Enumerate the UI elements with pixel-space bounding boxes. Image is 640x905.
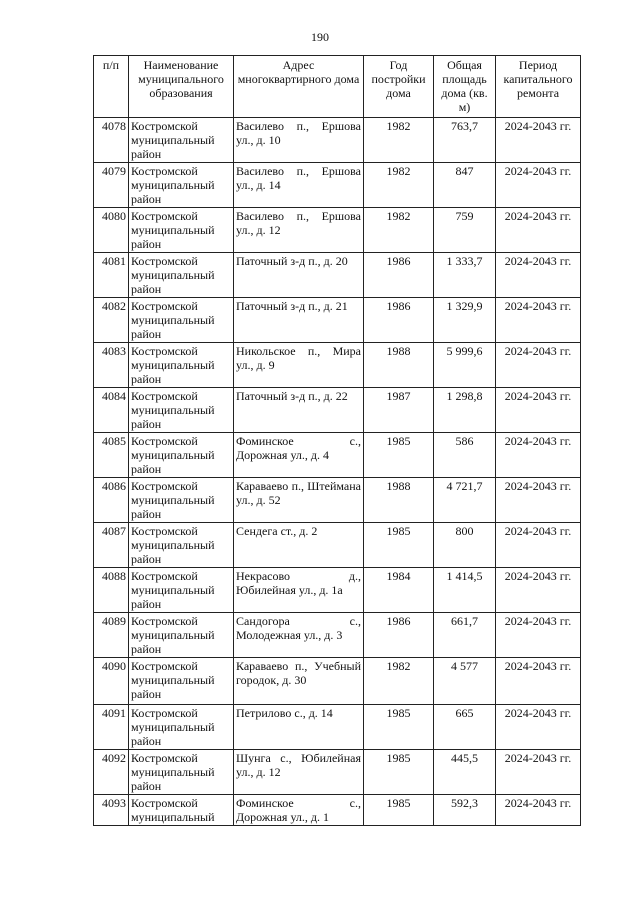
cell-area: 661,7	[434, 613, 496, 658]
cell-year: 1985	[364, 795, 434, 826]
header-municipality: Наименование муниципального образования	[129, 56, 234, 118]
table-row	[94, 163, 581, 208]
cell-period: 2024-2043 гг.	[496, 433, 581, 478]
cell-address: Василево п., Ершова ул., д. 14	[234, 163, 364, 208]
cell-year: 1988	[364, 343, 434, 388]
cell-municipality: Костромской муниципальный район	[129, 253, 234, 298]
cell-period: 2024-2043 гг.	[496, 750, 581, 795]
cell-num: 4079	[94, 163, 129, 208]
cell-year: 1985	[364, 750, 434, 795]
cell-address: Василево п., Ершова ул., д. 12	[234, 208, 364, 253]
cell-address: Караваево п., Штеймана ул., д. 52	[234, 478, 364, 523]
cell-year: 1986	[364, 298, 434, 343]
cell-num: 4082	[94, 298, 129, 343]
cell-period: 2024-2043 гг.	[496, 118, 581, 163]
cell-municipality: Костромской муниципальный	[129, 795, 234, 826]
table-row	[94, 208, 581, 253]
cell-period: 2024-2043 гг.	[496, 253, 581, 298]
cell-period: 2024-2043 гг.	[496, 523, 581, 568]
cell-municipality: Костромской муниципальный район	[129, 388, 234, 433]
cell-area: 1 298,8	[434, 388, 496, 433]
table-row	[94, 298, 581, 343]
cell-area: 445,5	[434, 750, 496, 795]
cell-year: 1982	[364, 658, 434, 705]
cell-year: 1988	[364, 478, 434, 523]
page-number: 190	[311, 30, 329, 44]
cell-period: 2024-2043 гг.	[496, 613, 581, 658]
cell-area: 1 414,5	[434, 568, 496, 613]
cell-period: 2024-2043 гг.	[496, 705, 581, 750]
table-row	[94, 750, 581, 795]
cell-address: Никольское п., Мира ул., д. 9	[234, 343, 364, 388]
cell-year: 1985	[364, 705, 434, 750]
cell-year: 1985	[364, 523, 434, 568]
cell-period: 2024-2043 гг.	[496, 658, 581, 705]
cell-year: 1987	[364, 388, 434, 433]
cell-num: 4093	[94, 795, 129, 826]
cell-address: Фоминское с., Дорожная ул., д. 4	[234, 433, 364, 478]
cell-period: 2024-2043 гг.	[496, 343, 581, 388]
header-year: Год постройки дома	[364, 56, 434, 118]
cell-address: Петрилово с., д. 14	[234, 705, 364, 750]
cell-municipality: Костромской муниципальный район	[129, 523, 234, 568]
cell-area: 4 577	[434, 658, 496, 705]
header-num: п/п	[94, 56, 129, 118]
cell-area: 592,3	[434, 795, 496, 826]
table-header-row	[94, 56, 581, 118]
cell-municipality: Костромской муниципальный район	[129, 433, 234, 478]
cell-period: 2024-2043 гг.	[496, 208, 581, 253]
cell-area: 665	[434, 705, 496, 750]
cell-municipality: Костромской муниципальный район	[129, 705, 234, 750]
cell-area: 800	[434, 523, 496, 568]
cell-area: 586	[434, 433, 496, 478]
cell-num: 4087	[94, 523, 129, 568]
cell-area: 1 329,9	[434, 298, 496, 343]
cell-num: 4092	[94, 750, 129, 795]
cell-address: Сандогора с., Молодежная ул., д. 3	[234, 613, 364, 658]
cell-num: 4085	[94, 433, 129, 478]
cell-num: 4080	[94, 208, 129, 253]
cell-num: 4089	[94, 613, 129, 658]
cell-address: Караваево п., Учебный городок, д. 30	[234, 658, 364, 705]
cell-address: Некрасово д., Юбилейная ул., д. 1а	[234, 568, 364, 613]
cell-period: 2024-2043 гг.	[496, 388, 581, 433]
cell-municipality: Костромской муниципальный район	[129, 478, 234, 523]
cell-area: 847	[434, 163, 496, 208]
cell-num: 4088	[94, 568, 129, 613]
cell-address: Паточный з-д п., д. 21	[234, 298, 364, 343]
cell-period: 2024-2043 гг.	[496, 795, 581, 826]
cell-area: 1 333,7	[434, 253, 496, 298]
cell-municipality: Костромской муниципальный район	[129, 568, 234, 613]
cell-num: 4081	[94, 253, 129, 298]
housing-register-table	[93, 55, 581, 826]
cell-address: Паточный з-д п., д. 20	[234, 253, 364, 298]
cell-area: 5 999,6	[434, 343, 496, 388]
cell-year: 1982	[364, 208, 434, 253]
cell-period: 2024-2043 гг.	[496, 478, 581, 523]
table-row	[94, 478, 581, 523]
cell-num: 4091	[94, 705, 129, 750]
header-period: Период капитального ремонта	[496, 56, 581, 118]
cell-year: 1986	[364, 613, 434, 658]
table-row	[94, 388, 581, 433]
cell-period: 2024-2043 гг.	[496, 298, 581, 343]
cell-municipality: Костромской муниципальный район	[129, 613, 234, 658]
cell-address: Шунга с., Юбилейная ул., д. 12	[234, 750, 364, 795]
table-row	[94, 705, 581, 750]
cell-municipality: Костромской муниципальный район	[129, 163, 234, 208]
cell-municipality: Костромской муниципальный район	[129, 343, 234, 388]
cell-area: 4 721,7	[434, 478, 496, 523]
cell-municipality: Костромской муниципальный район	[129, 658, 234, 705]
cell-address: Фоминское с., Дорожная ул., д. 1	[234, 795, 364, 826]
cell-area: 759	[434, 208, 496, 253]
cell-year: 1985	[364, 433, 434, 478]
table-row	[94, 523, 581, 568]
table-row	[94, 433, 581, 478]
cell-period: 2024-2043 гг.	[496, 568, 581, 613]
cell-num: 4078	[94, 118, 129, 163]
cell-area: 763,7	[434, 118, 496, 163]
cell-municipality: Костромской муниципальный район	[129, 118, 234, 163]
table-row	[94, 118, 581, 163]
table-row	[94, 613, 581, 658]
cell-municipality: Костромской муниципальный район	[129, 208, 234, 253]
table-row	[94, 343, 581, 388]
header-address: Адрес многоквартирного дома	[234, 56, 364, 118]
cell-municipality: Костромской муниципальный район	[129, 298, 234, 343]
table-row	[94, 253, 581, 298]
cell-num: 4083	[94, 343, 129, 388]
cell-year: 1982	[364, 118, 434, 163]
table-row	[94, 568, 581, 613]
cell-address: Василево п., Ершова ул., д. 10	[234, 118, 364, 163]
cell-address: Сендега ст., д. 2	[234, 523, 364, 568]
cell-period: 2024-2043 гг.	[496, 163, 581, 208]
cell-year: 1986	[364, 253, 434, 298]
cell-year: 1984	[364, 568, 434, 613]
cell-year: 1982	[364, 163, 434, 208]
cell-municipality: Костромской муниципальный район	[129, 750, 234, 795]
cell-address: Паточный з-д п., д. 22	[234, 388, 364, 433]
table-row	[94, 795, 581, 826]
cell-num: 4090	[94, 658, 129, 705]
table-row	[94, 658, 581, 705]
header-area: Общая площадь дома (кв. м)	[434, 56, 496, 118]
cell-num: 4084	[94, 388, 129, 433]
cell-num: 4086	[94, 478, 129, 523]
